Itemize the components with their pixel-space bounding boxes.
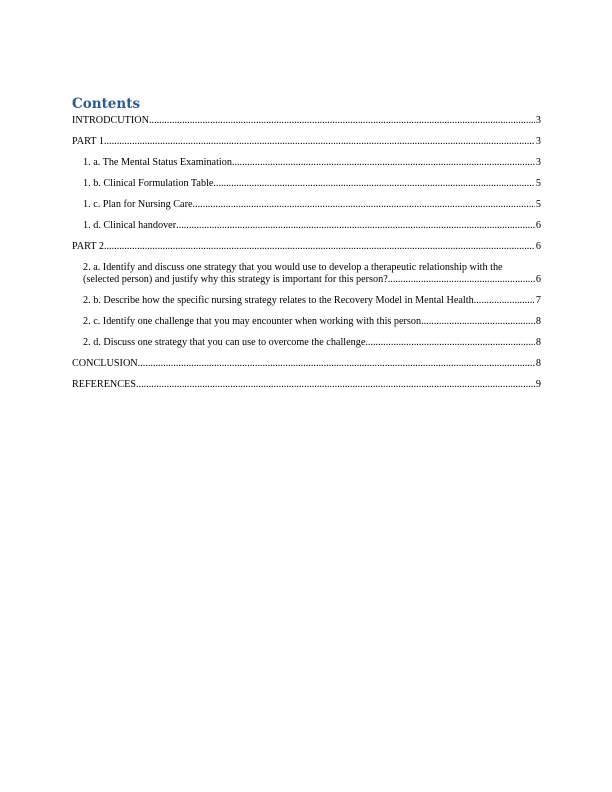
toc-entry-introduction[interactable] [72,115,541,127]
toc-leader-dots [193,199,535,211]
document-page [72,96,541,400]
toc-entry-2d[interactable] [72,337,541,349]
toc-entry-1d[interactable] [72,220,541,232]
toc-leader-dots [388,274,535,286]
toc-entry-text: 1. c. Plan for Nursing Care [83,199,193,210]
toc-page-number: 3 [535,157,541,168]
toc-entry-text: PART 2 [72,241,104,252]
toc-entry-text-line-1: 2. a. Identify and discuss one strategy that you would use to develop a therapeutic relationship with the [83,262,503,273]
toc-entry-1b[interactable] [72,178,541,190]
toc-leader-dots [365,337,535,349]
toc-entry-part-1[interactable] [72,136,541,148]
toc-entry-2a[interactable] [72,262,541,286]
toc-entry-text: 1. a. The Mental Status Examination [83,157,232,168]
toc-page-number: 7 [535,295,541,306]
toc-leader-dots [104,136,535,148]
toc-entry-text: 2. c. Identify one challenge that you may encounter when working with this person [83,316,422,327]
toc-entry-text-line-2: (selected person) and justify why this strategy is important for this person? [83,274,388,285]
toc-entry-1a[interactable] [72,157,541,169]
toc-leader-dots [104,241,535,253]
toc-heading: Contents [72,96,141,112]
toc-entry-part-2[interactable] [72,241,541,253]
toc-entry-text: INTRODCUTION [72,115,149,126]
toc-entry-text: PART 1 [72,136,104,147]
toc-list [72,115,541,391]
toc-page-number: 8 [535,337,541,348]
toc-page-number: 5 [535,178,541,189]
toc-entry-1c[interactable] [72,199,541,211]
toc-page-number: 6 [535,241,541,252]
toc-leader-dots [149,115,535,127]
toc-entry-text: REFERENCES [72,379,136,390]
toc-leader-dots [474,295,535,307]
toc-page-number: 9 [535,379,541,390]
toc-entry-text: 1. b. Clinical Formulation Table [83,178,214,189]
toc-leader-dots [138,358,535,370]
toc-leader-dots [421,316,535,328]
toc-entry-text: 2. b. Describe how the specific nursing strategy relates to the Recovery Model in Mental Health [83,295,474,306]
toc-page-number: 8 [535,316,541,327]
toc-page-number: 8 [535,358,541,369]
toc-entry-conclusion[interactable] [72,358,541,370]
toc-leader-dots [176,220,535,232]
toc-page-number: 6 [535,220,541,231]
toc-entry-2c[interactable] [72,316,541,328]
toc-leader-dots [213,178,535,190]
toc-page-number: 6 [535,274,541,285]
toc-entry-references[interactable] [72,379,541,391]
toc-entry-2b[interactable] [72,295,541,307]
toc-leader-dots [232,157,535,169]
toc-page-number: 3 [535,115,541,126]
toc-entry-text: 2. d. Discuss one strategy that you can use to overcome the challenge [83,337,366,348]
toc-page-number: 5 [535,199,541,210]
toc-entry-text: CONCLUSION [72,358,138,369]
toc-entry-text: 1. d. Clinical handover [83,220,177,231]
toc-page-number: 3 [535,136,541,147]
toc-leader-dots [136,379,535,391]
